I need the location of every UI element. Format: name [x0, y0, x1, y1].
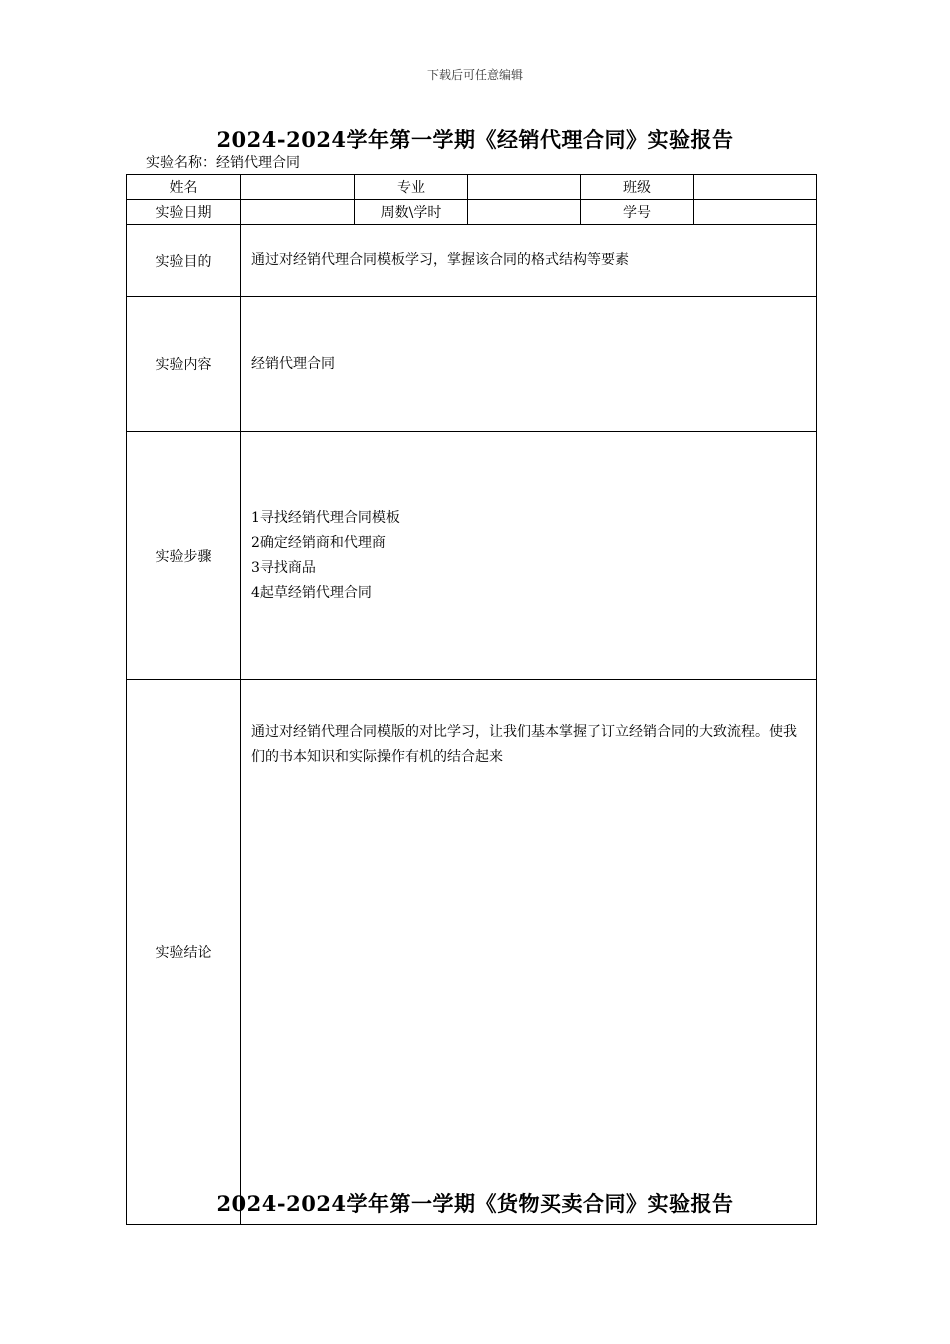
content-text: 经销代理合同 — [241, 297, 817, 432]
steps-row — [127, 432, 817, 680]
conclusion-label: 实验结论 — [127, 680, 241, 1225]
week-label: 周数\学时 — [355, 200, 468, 225]
class-label: 班级 — [581, 175, 694, 200]
steps-list — [241, 432, 817, 680]
report-table — [126, 174, 817, 1225]
report-title: 2024-2024学年第一学期《经销代理合同》实验报告 — [216, 127, 734, 152]
name-value[interactable] — [241, 175, 355, 200]
major-value[interactable] — [468, 175, 581, 200]
purpose-text: 通过对经销代理合同模板学习，掌握该合同的格式结构等要素 — [241, 225, 817, 297]
purpose-row — [127, 225, 817, 297]
content-row — [127, 297, 817, 432]
student-id-label: 学号 — [581, 200, 694, 225]
week-value[interactable] — [468, 200, 581, 225]
purpose-label: 实验目的 — [127, 225, 241, 297]
student-id-value[interactable] — [694, 200, 817, 225]
content-label: 实验内容 — [127, 297, 241, 432]
step-item: 4起草经销代理合同 — [251, 584, 372, 601]
date-value[interactable] — [241, 200, 355, 225]
date-label: 实验日期 — [127, 200, 241, 225]
step-item: 2确定经销商和代理商 — [251, 534, 386, 551]
step-item: 3寻找商品 — [251, 559, 316, 576]
major-label: 专业 — [355, 175, 468, 200]
next-report-title: 2024-2024学年第一学期《货物买卖合同》实验报告 — [216, 1191, 734, 1216]
header-note: 下载后可任意编辑 — [426, 68, 523, 82]
steps-label: 实验步骤 — [127, 432, 241, 680]
name-label: 姓名 — [127, 175, 241, 200]
info-row-1 — [127, 175, 817, 200]
conclusion-row — [127, 680, 817, 1225]
info-row-2 — [127, 200, 817, 225]
step-item: 1寻找经销代理合同模板 — [251, 509, 400, 526]
conclusion-text: 通过对经销代理合同模版的对比学习，让我们基本掌握了订立经销合同的大致流程。使我们的书本知识和实际操作有机的结合起来 — [241, 680, 817, 1225]
experiment-name: 实验名称：经销代理合同 — [146, 155, 300, 171]
class-value[interactable] — [694, 175, 817, 200]
